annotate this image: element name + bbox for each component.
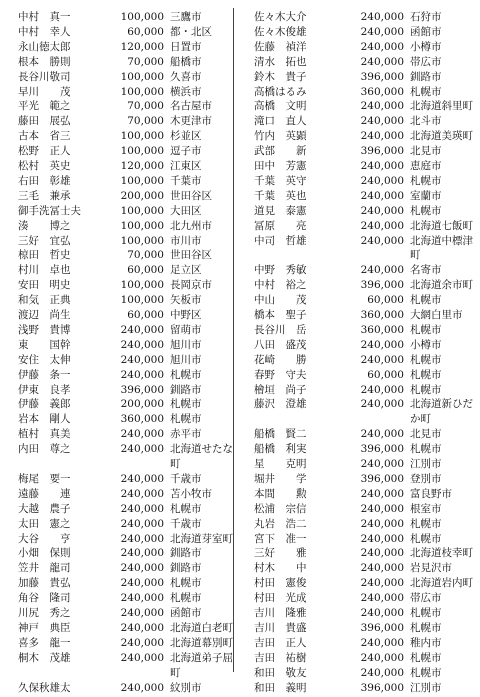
donation-amount: 240,000 bbox=[120, 532, 164, 545]
donation-amount: 100,000 bbox=[120, 145, 164, 158]
city-name: 千葉市 bbox=[170, 174, 202, 187]
person-name: 中野 秀敏 bbox=[254, 264, 307, 277]
city-name: 石狩市 bbox=[410, 11, 442, 23]
donation-amount: 240,000 bbox=[360, 487, 404, 500]
person-name: 長谷川敬司 bbox=[18, 70, 71, 83]
list-row bbox=[0, 396, 480, 413]
donation-amount: 60,000 bbox=[127, 25, 164, 38]
person-name: 内田 尊之 bbox=[18, 443, 71, 456]
person-name: 宮下 准一 bbox=[254, 532, 307, 545]
city-name: 三鷹市 bbox=[170, 11, 202, 23]
person-name: 梅尾 要一 bbox=[18, 472, 71, 485]
city-name: 北海道せたな bbox=[170, 443, 233, 456]
city-name: 釧路市 bbox=[170, 383, 202, 396]
donation-amount: 240,000 bbox=[360, 130, 404, 143]
person-name: 三好 雅 bbox=[254, 547, 307, 560]
city-name: 江別市 bbox=[410, 681, 442, 694]
donation-amount: 240,000 bbox=[120, 428, 164, 441]
person-name: 川尻 秀之 bbox=[18, 607, 71, 619]
donation-amount: 240,000 bbox=[120, 681, 164, 694]
person-name: 久保秋雄太 bbox=[18, 681, 71, 694]
city-name: 杉並区 bbox=[170, 130, 202, 143]
city-name: 札幌市 bbox=[410, 383, 442, 396]
donation-amount: 240,000 bbox=[360, 666, 404, 679]
donation-amount: 100,000 bbox=[120, 204, 164, 217]
donation-amount: 396,000 bbox=[360, 70, 404, 83]
donation-amount: 70,000 bbox=[127, 55, 164, 68]
person-name: 吉田 祐樹 bbox=[254, 651, 307, 664]
person-name: 太田 憲之 bbox=[18, 517, 71, 530]
donation-amount: 396,000 bbox=[360, 472, 404, 485]
city-name: 紋別市 bbox=[170, 681, 202, 694]
donation-amount: 100,000 bbox=[120, 85, 164, 98]
city-name: 北九州市 bbox=[170, 219, 212, 232]
donation-amount: 396,000 bbox=[360, 145, 404, 158]
person-name: 岩本 剛人 bbox=[18, 413, 71, 426]
city-name: 北海道枝幸町 bbox=[410, 547, 473, 560]
donation-amount: 240,000 bbox=[360, 264, 404, 277]
donation-amount: 240,000 bbox=[120, 607, 164, 619]
city-name: 北海道幕別町 bbox=[170, 636, 233, 649]
person-name: 冨原 亮 bbox=[254, 219, 307, 232]
person-name: 道見 泰憲 bbox=[254, 204, 307, 217]
person-name: 船橋 賢二 bbox=[254, 428, 307, 441]
city-name: 足立区 bbox=[170, 264, 202, 277]
donation-amount: 240,000 bbox=[360, 651, 404, 664]
person-name: 椋田 哲史 bbox=[18, 249, 71, 262]
donation-amount: 200,000 bbox=[120, 189, 164, 202]
person-name: 吉川 貴盛 bbox=[254, 621, 307, 634]
donation-amount: 240,000 bbox=[120, 517, 164, 530]
person-name: 武部 新 bbox=[254, 145, 307, 158]
donation-amount: 240,000 bbox=[360, 338, 404, 351]
person-name: 和気 正典 bbox=[18, 294, 71, 307]
donation-amount: 240,000 bbox=[360, 160, 404, 172]
donation-amount: 240,000 bbox=[120, 472, 164, 485]
city-name: 世田谷区 bbox=[170, 249, 212, 262]
city-name: 札幌市 bbox=[410, 621, 442, 634]
person-name: 藤田 展弘 bbox=[18, 115, 71, 128]
donation-amount: 240,000 bbox=[360, 562, 404, 575]
person-name: 春野 守夫 bbox=[254, 368, 307, 381]
person-name: 古本 省三 bbox=[18, 130, 71, 143]
donation-amount: 240,000 bbox=[360, 636, 404, 649]
city-name: 室蘭市 bbox=[410, 189, 442, 202]
city-name: 留萌市 bbox=[170, 323, 202, 336]
donation-amount: 396,000 bbox=[360, 681, 404, 694]
city-name: 北見市 bbox=[410, 145, 442, 158]
city-name: 札幌市 bbox=[410, 607, 442, 619]
person-name: 千葉 英也 bbox=[254, 189, 307, 202]
city-name: 札幌市 bbox=[170, 398, 202, 411]
person-name: 喜多 龍一 bbox=[18, 636, 71, 649]
donation-amount: 60,000 bbox=[127, 309, 164, 321]
person-name: 中村 真一 bbox=[18, 11, 71, 23]
person-name: 大谷 亨 bbox=[18, 532, 71, 545]
donation-amount: 60,000 bbox=[127, 264, 164, 277]
city-name: 北海道芽室町 bbox=[170, 532, 233, 545]
person-name: 湊 博之 bbox=[18, 219, 71, 232]
person-name: 星 克明 bbox=[254, 458, 307, 470]
person-name: 渡辺 尚生 bbox=[18, 309, 71, 321]
person-name: 松浦 宗信 bbox=[254, 502, 307, 515]
donation-amount: 240,000 bbox=[360, 40, 404, 53]
person-name: 村田 光成 bbox=[254, 592, 307, 605]
donation-amount: 240,000 bbox=[360, 204, 404, 217]
donation-amount: 100,000 bbox=[120, 174, 164, 187]
city-name: 富良野市 bbox=[410, 487, 452, 500]
donation-amount: 396,000 bbox=[360, 443, 404, 456]
city-name: 札幌市 bbox=[170, 592, 202, 605]
city-name: 札幌市 bbox=[170, 502, 202, 515]
person-name: 安住 太伸 bbox=[18, 353, 71, 366]
person-name: 御手洗冨士夫 bbox=[18, 204, 81, 217]
person-name: 永山徳太郎 bbox=[18, 40, 71, 53]
donation-amount: 200,000 bbox=[120, 398, 164, 411]
donation-amount: 240,000 bbox=[120, 547, 164, 560]
city-name: 江東区 bbox=[170, 160, 202, 172]
donation-amount: 70,000 bbox=[127, 115, 164, 128]
donation-amount: 240,000 bbox=[120, 577, 164, 590]
donation-amount: 240,000 bbox=[360, 502, 404, 515]
donation-amount: 240,000 bbox=[120, 621, 164, 634]
person-name: 本間 勲 bbox=[254, 487, 307, 500]
donation-amount: 240,000 bbox=[360, 219, 404, 232]
city-name: 稚内市 bbox=[410, 636, 442, 649]
person-name: 田中 芳憲 bbox=[254, 160, 307, 172]
city-name: 北海道余市町 bbox=[410, 279, 473, 292]
donation-amount: 240,000 bbox=[120, 323, 164, 336]
city-name: 小樽市 bbox=[410, 40, 442, 53]
city-name: 日置市 bbox=[170, 40, 202, 53]
person-name: 八田 盛茂 bbox=[254, 338, 307, 351]
donation-amount: 240,000 bbox=[120, 338, 164, 351]
donation-amount: 396,000 bbox=[360, 621, 404, 634]
city-name: 札幌市 bbox=[410, 651, 442, 664]
person-name: 花崎 勝 bbox=[254, 353, 307, 366]
city-name: 長岡京市 bbox=[170, 279, 212, 292]
person-name: 浅野 貴博 bbox=[18, 323, 71, 336]
person-name: 中司 哲雄 bbox=[254, 234, 307, 247]
donation-amount: 60,000 bbox=[367, 368, 404, 381]
person-name: 滝口 直人 bbox=[254, 115, 307, 128]
person-name: 安田 明史 bbox=[18, 279, 71, 292]
person-name: 中村 裕之 bbox=[254, 279, 307, 292]
person-name: 遠藤 連 bbox=[18, 487, 71, 500]
city-name: 久喜市 bbox=[170, 70, 202, 83]
city-name: 北斗市 bbox=[410, 115, 442, 128]
city-name: 小樽市 bbox=[410, 338, 442, 351]
person-name: 早川 茂 bbox=[18, 85, 71, 98]
city-name: 札幌市 bbox=[170, 368, 202, 381]
person-name: 松野 正人 bbox=[18, 145, 71, 158]
person-name: 佐々木俊雄 bbox=[254, 25, 307, 38]
donation-amount: 240,000 bbox=[360, 517, 404, 530]
person-name: 平光 範之 bbox=[18, 100, 71, 113]
person-name: 村田 憲俊 bbox=[254, 577, 307, 590]
person-name: 長谷川 岳 bbox=[254, 323, 307, 336]
donation-amount: 100,000 bbox=[120, 279, 164, 292]
list-row bbox=[0, 680, 480, 697]
person-name: 神戸 典臣 bbox=[18, 621, 71, 634]
city-name: 大網白里市 bbox=[410, 309, 463, 321]
person-name: 鈴木 貴子 bbox=[254, 70, 307, 83]
person-name: 檜垣 尚子 bbox=[254, 383, 307, 396]
city-name: 旭川市 bbox=[170, 353, 202, 366]
donation-amount: 360,000 bbox=[360, 309, 404, 321]
donation-amount: 360,000 bbox=[120, 413, 164, 426]
donation-amount: 240,000 bbox=[360, 115, 404, 128]
city-name: 札幌市 bbox=[410, 204, 442, 217]
donation-amount: 240,000 bbox=[120, 443, 164, 456]
person-name: 高橋はるみ bbox=[254, 85, 307, 98]
donation-amount: 240,000 bbox=[360, 189, 404, 202]
person-name: 伊藤 義郎 bbox=[18, 398, 71, 411]
city-name: 帯広市 bbox=[410, 592, 442, 605]
donation-amount: 240,000 bbox=[360, 383, 404, 396]
person-name: 佐々木大介 bbox=[254, 11, 307, 23]
donation-amount: 240,000 bbox=[360, 353, 404, 366]
person-name: 角谷 隆司 bbox=[18, 592, 71, 605]
city-name: 世田谷区 bbox=[170, 189, 212, 202]
city-name: 北海道美瑛町 bbox=[410, 130, 473, 143]
person-name: 竹内 英顕 bbox=[254, 130, 307, 143]
city-name: 逗子市 bbox=[170, 145, 202, 158]
donation-amount: 240,000 bbox=[360, 547, 404, 560]
city-name: 中野区 bbox=[170, 309, 202, 321]
city-name: 釧路市 bbox=[410, 70, 442, 83]
city-name: 登別市 bbox=[410, 472, 442, 485]
city-name: 北海道斜里町 bbox=[410, 100, 473, 113]
person-name: 清水 拓也 bbox=[254, 55, 307, 68]
city-name: 旭川市 bbox=[170, 338, 202, 351]
person-name: 大越 農子 bbox=[18, 502, 71, 515]
donation-amount: 240,000 bbox=[360, 458, 404, 470]
city-name: 釧路市 bbox=[170, 547, 202, 560]
donation-amount: 240,000 bbox=[120, 636, 164, 649]
city-name-continuation: か町 bbox=[410, 413, 431, 426]
donation-amount: 240,000 bbox=[360, 11, 404, 23]
city-name: 札幌市 bbox=[410, 368, 442, 381]
donation-amount: 240,000 bbox=[360, 428, 404, 441]
city-name: 函館市 bbox=[170, 607, 202, 619]
person-name: 村木 中 bbox=[254, 562, 307, 575]
donation-amount: 240,000 bbox=[360, 25, 404, 38]
donation-amount: 240,000 bbox=[120, 368, 164, 381]
person-name: 丸岩 浩二 bbox=[254, 517, 307, 530]
city-name: 北海道弟子屈 bbox=[170, 651, 233, 664]
donation-amount: 100,000 bbox=[120, 294, 164, 307]
city-name: 横浜市 bbox=[170, 85, 202, 98]
person-name: 藤沢 澄雄 bbox=[254, 398, 307, 411]
donation-amount: 120,000 bbox=[120, 40, 164, 53]
person-name: 松村 英史 bbox=[18, 160, 71, 172]
donation-amount: 240,000 bbox=[360, 55, 404, 68]
city-name: 札幌市 bbox=[410, 353, 442, 366]
person-name: 右田 彰雄 bbox=[18, 174, 71, 187]
city-name: 苫小牧市 bbox=[170, 487, 212, 500]
city-name: 札幌市 bbox=[410, 294, 442, 307]
person-name: 植村 真美 bbox=[18, 428, 71, 441]
city-name: 札幌市 bbox=[410, 443, 442, 456]
person-name: 橋本 聖子 bbox=[254, 309, 307, 321]
city-name: 札幌市 bbox=[410, 174, 442, 187]
city-name: 札幌市 bbox=[410, 323, 442, 336]
person-name: 小畑 保則 bbox=[18, 547, 71, 560]
person-name: 根本 勝則 bbox=[18, 55, 71, 68]
donation-amount: 240,000 bbox=[120, 353, 164, 366]
person-name: 高橋 文明 bbox=[254, 100, 307, 113]
city-name-continuation: 町 bbox=[410, 249, 421, 262]
donation-amount: 240,000 bbox=[120, 487, 164, 500]
city-name: 札幌市 bbox=[410, 666, 442, 679]
city-name: 北見市 bbox=[410, 428, 442, 441]
person-name: 吉田 正人 bbox=[254, 636, 307, 649]
person-name: 伊藤 条一 bbox=[18, 368, 71, 381]
donation-amount: 240,000 bbox=[360, 100, 404, 113]
person-name: 吉川 隆雅 bbox=[254, 607, 307, 619]
donation-amount: 240,000 bbox=[360, 577, 404, 590]
person-name: 村川 卓也 bbox=[18, 264, 71, 277]
donation-amount: 240,000 bbox=[120, 502, 164, 515]
city-name: 北海道新ひだ bbox=[410, 398, 473, 411]
city-name: 名古屋市 bbox=[170, 100, 212, 113]
person-name: 堀井 学 bbox=[254, 472, 307, 485]
donation-amount: 360,000 bbox=[360, 85, 404, 98]
donation-amount: 70,000 bbox=[127, 100, 164, 113]
donation-amount: 396,000 bbox=[360, 279, 404, 292]
donation-amount: 240,000 bbox=[360, 532, 404, 545]
person-name: 三好 宜弘 bbox=[18, 234, 71, 247]
person-name: 佐藤 禎洋 bbox=[254, 40, 307, 53]
donation-amount: 100,000 bbox=[120, 130, 164, 143]
city-name: 市川市 bbox=[170, 234, 202, 247]
city-name: 大田区 bbox=[170, 204, 202, 217]
donation-amount: 240,000 bbox=[360, 607, 404, 619]
donation-amount: 240,000 bbox=[120, 562, 164, 575]
city-name: 矢板市 bbox=[170, 294, 202, 307]
city-name-continuation: 町 bbox=[170, 666, 181, 679]
person-name: 中山 茂 bbox=[254, 294, 307, 307]
city-name: 釧路市 bbox=[170, 562, 202, 575]
person-name: 加藤 貴弘 bbox=[18, 577, 71, 590]
donation-amount: 240,000 bbox=[120, 651, 164, 664]
city-name: 北海道中標津 bbox=[410, 234, 473, 247]
person-name: 船橋 利実 bbox=[254, 443, 307, 456]
donation-amount: 240,000 bbox=[360, 398, 404, 411]
city-name: 江別市 bbox=[410, 458, 442, 470]
donation-amount: 100,000 bbox=[120, 70, 164, 83]
person-name: 千葉 英守 bbox=[254, 174, 307, 187]
person-name: 笠井 龍司 bbox=[18, 562, 71, 575]
person-name: 桐木 茂雄 bbox=[18, 651, 71, 664]
donation-amount: 360,000 bbox=[360, 323, 404, 336]
person-name: 中村 幸人 bbox=[18, 25, 71, 38]
donation-amount: 240,000 bbox=[360, 234, 404, 247]
city-name: 都・北区 bbox=[170, 25, 212, 38]
city-name-continuation: 町 bbox=[170, 458, 181, 470]
donation-amount: 100,000 bbox=[120, 11, 164, 23]
city-name: 札幌市 bbox=[170, 577, 202, 590]
city-name: 札幌市 bbox=[410, 85, 442, 98]
city-name: 岩見沢市 bbox=[410, 562, 452, 575]
city-name: 北海道七飯町 bbox=[410, 219, 473, 232]
city-name: 赤平市 bbox=[170, 428, 202, 441]
city-name: 木更津市 bbox=[170, 115, 212, 128]
city-name: 札幌市 bbox=[170, 413, 202, 426]
city-name: 帯広市 bbox=[410, 55, 442, 68]
city-name: 恵庭市 bbox=[410, 160, 442, 172]
city-name: 札幌市 bbox=[410, 532, 442, 545]
city-name: 船橋市 bbox=[170, 55, 202, 68]
city-name: 根室市 bbox=[410, 502, 442, 515]
person-name: 東 国幹 bbox=[18, 338, 71, 351]
city-name: 札幌市 bbox=[410, 517, 442, 530]
city-name: 北海道岩内町 bbox=[410, 577, 473, 590]
donation-amount: 396,000 bbox=[120, 383, 164, 396]
city-name: 函館市 bbox=[410, 25, 442, 38]
donation-amount: 60,000 bbox=[367, 294, 404, 307]
donation-amount: 70,000 bbox=[127, 249, 164, 262]
person-name: 三毛 兼承 bbox=[18, 189, 71, 202]
city-name: 千歳市 bbox=[170, 472, 202, 485]
donation-amount: 100,000 bbox=[120, 234, 164, 247]
donation-amount: 240,000 bbox=[360, 592, 404, 605]
city-name: 北海道白老町 bbox=[170, 621, 233, 634]
donation-amount: 240,000 bbox=[120, 592, 164, 605]
person-name: 和田 敬友 bbox=[254, 666, 307, 679]
person-name: 和田 義明 bbox=[254, 681, 307, 694]
donation-amount: 240,000 bbox=[360, 174, 404, 187]
donation-amount: 100,000 bbox=[120, 219, 164, 232]
person-name: 伊東 良孝 bbox=[18, 383, 71, 396]
city-name: 千歳市 bbox=[170, 517, 202, 530]
list-row bbox=[0, 233, 480, 250]
donation-amount: 120,000 bbox=[120, 160, 164, 172]
city-name: 名寄市 bbox=[410, 264, 442, 277]
